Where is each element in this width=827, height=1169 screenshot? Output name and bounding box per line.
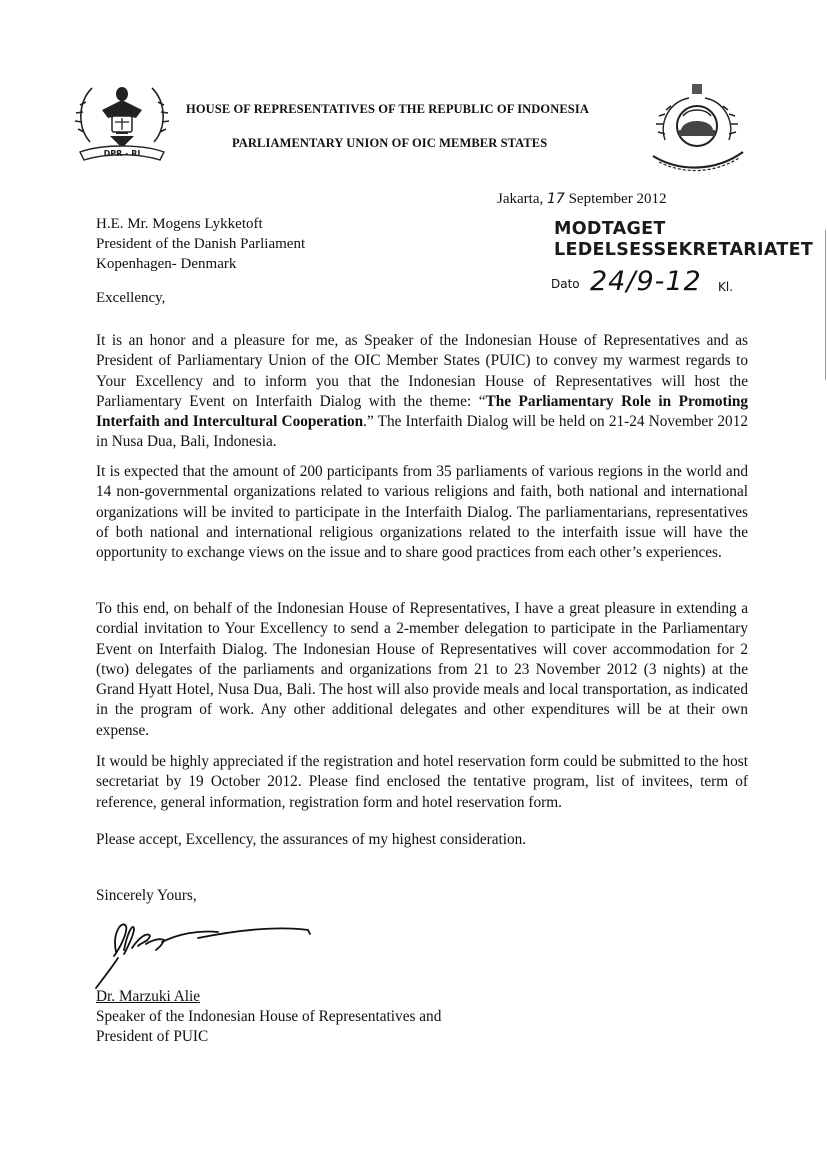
recipient-location: Kopenhagen- Denmark (96, 256, 237, 272)
scan-edge-line (825, 230, 826, 380)
stamp-dato-handwritten: 24/9-12 (590, 266, 702, 297)
body-paragraph-3: To this end, on behalf of the Indonesian House of Representatives, I have a great pleasure in extending a cordial invitation to Your Excellency to send a 2-member delegation to participate in the Parliamentary Event on Interfaith Dialog. The Indonesian House of Representatives will cover accommodation for 2 (two) delegates of the parliaments and organizations from 21 to 23 November 2012 (3 nights) at the Grand Hyatt Hotel, Nusa Dua, Bali. The host will also provide meals and local transportation, as indicated in the program of work. Any other additional delegates and other expenditures will be at their own expense. (96, 600, 748, 739)
signer-title-continued: President of PUIC (96, 1028, 209, 1045)
date-month-year: September 2012 (568, 191, 667, 207)
p1-theme: The Parliamentary Role in Promoting Interfaith and Intercultural Cooperation (96, 392, 748, 431)
signer-title: Speaker of the Indonesian House of Representatives and (96, 1008, 442, 1025)
puic-emblem-icon (645, 78, 749, 176)
body-paragraph-2: It is expected that the amount of 200 participants from 35 parliaments of various regions in the world and 14 non-governmental organizations related to various religions and faith, both national and international organizations will be invited to participate in the Interfaith Dialog. The parliamentarians, representatives of both national and international religious organizations related to the interfaith issue will have the opportunity to exchange views on the issue and to share good practices from each other’s experiences. (96, 463, 748, 562)
closing: Sincerely Yours, (96, 887, 197, 904)
emblem-label: DPR - RI (103, 149, 141, 158)
handwritten-signature (88, 912, 318, 994)
p1-text-a: It is an honor and a pleasure for me, as Speaker of the Indonesian House of Representatives and as President of Parliamentary Union of the OIC Member States (PUIC) to convey my warmest regards to Your Excellency and to inform you that the Indonesian House of Representatives will host the Parliamentary Event on Interfaith Dialog with the theme: “ (96, 332, 748, 410)
received-stamp-line2: LEDELSESSEKRETARIATET (554, 240, 814, 260)
body-paragraph-1 (96, 331, 748, 453)
date-prefix: Jakarta, (497, 191, 544, 207)
recipient-title: President of the Danish Parliament (96, 236, 306, 252)
salutation: Excellency, (96, 290, 166, 306)
letterhead-subtitle: PARLIAMENTARY UNION OF OIC MEMBER STATES (232, 136, 548, 150)
signer-name: Dr. Marzuki Alie (96, 988, 201, 1005)
stamp-kl-label: Kl. (718, 280, 734, 294)
stamp-dato-label: Dato (551, 277, 580, 291)
letterhead-title: HOUSE OF REPRESENTATIVES OF THE REPUBLIC OF INDONESIA (186, 102, 589, 116)
body-paragraph-5: Please accept, Excellency, the assurances of my highest consideration. (96, 831, 527, 848)
p1-text-b: .” The Interfaith Dialog will be held on 21-24 November 2012 in Nusa Dua, Bali, Indonesia. (96, 413, 748, 451)
garuda-emblem-icon (72, 72, 172, 164)
letter-date (497, 191, 666, 208)
body-paragraph-4: It would be highly appreciated if the registration and hotel reservation form could be submitted to the host secretariat by 19 October 2012. Please find enclosed the tentative program, list of invitees, term of reference, general information, registration form and hotel reservation form. (96, 753, 748, 811)
date-day: 17 (546, 191, 565, 207)
received-stamp-line1: MODTAGET (554, 219, 666, 239)
recipient-name: H.E. Mr. Mogens Lykketoft (96, 216, 263, 232)
